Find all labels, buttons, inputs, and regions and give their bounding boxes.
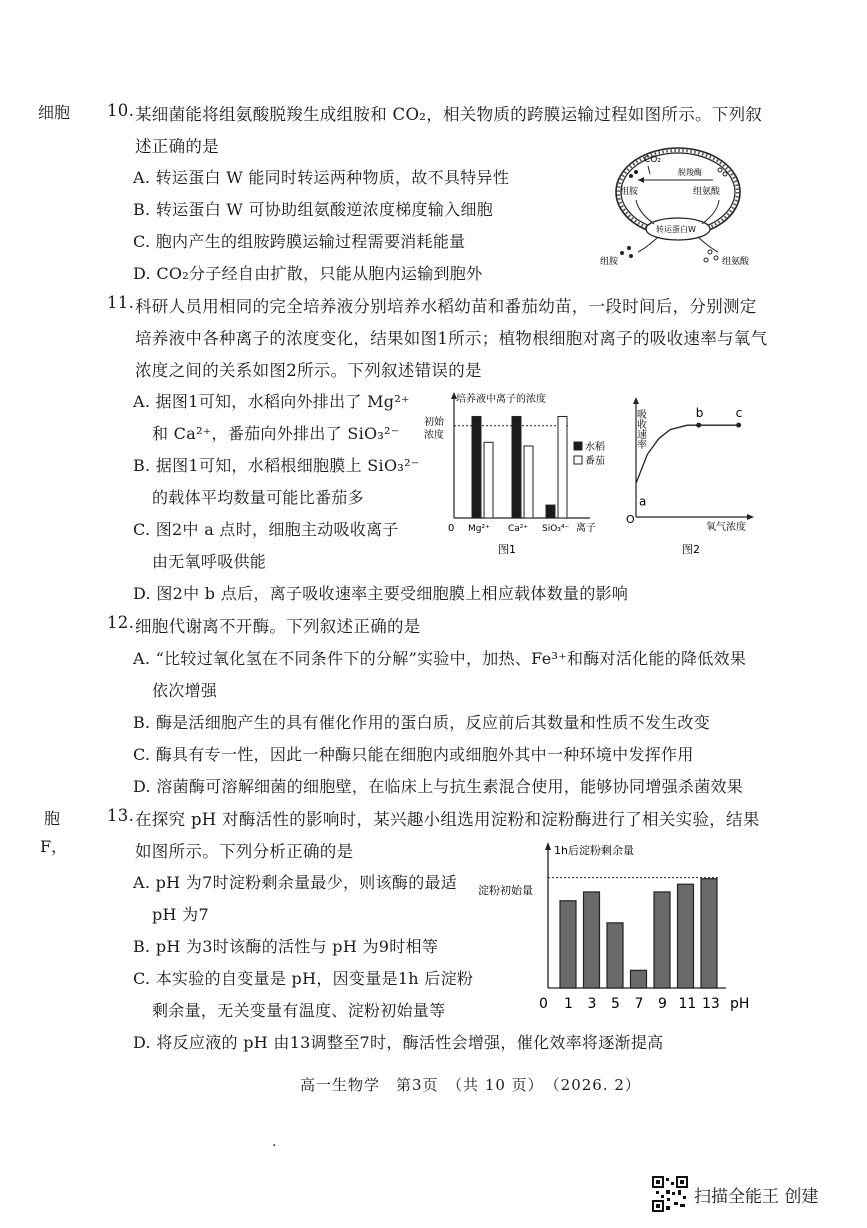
fig1-title: 图1 xyxy=(498,543,516,556)
q12-option-a-line2: 依次增强 xyxy=(152,681,218,700)
q12-option-c: C. 酶具有专一性，因此一种酶只能在细胞内或细胞外其中一种环境中发挥作用 xyxy=(133,745,694,764)
q13-option-c-line1: C. 本实验的自变量是 pH，因变量是1h 后淀粉 xyxy=(133,969,474,988)
fig1-legend-swatch-rice xyxy=(574,442,582,450)
fig2-point-b xyxy=(696,423,701,428)
q10-option-c: C. 胞内产生的组胺跨膜运输过程需要消耗能量 xyxy=(133,232,466,251)
fig3-ref-label: 淀粉初始量 xyxy=(478,884,533,897)
fig2-point-label-b: b xyxy=(695,406,704,421)
scanner-watermark: 扫描全能王 创建 xyxy=(694,1187,819,1207)
q10-stem-line1: 某细菌能将组氨酸脱羧生成组胺和 CO₂，相关物质的跨膜运输过程如图所示。下列叙 xyxy=(135,105,763,124)
figure-2-chart xyxy=(622,395,772,560)
q10-option-d: D. CO₂分子经自由扩散，只能从胞内运输到胞外 xyxy=(133,264,483,283)
fig1-bar-rice-2 xyxy=(546,505,555,518)
q10-number: 10. xyxy=(107,101,135,120)
q12-option-a-line1: A. “比较过氧化氢在不同条件下的分解”实验中，加热、Fe³⁺和酶对活化能的降低效果 xyxy=(133,649,747,668)
fig3-tick-label: 1 xyxy=(564,996,573,1012)
q11-option-c-line1: C. 图2中 a 点时，细胞主动吸收离子 xyxy=(133,520,399,539)
fig3-tick-label: 7 xyxy=(634,996,644,1012)
histamine-in-label: 组胺 xyxy=(620,187,639,197)
fig2-point-label-c: c xyxy=(735,406,743,421)
fig3-bar-ph-5 xyxy=(607,923,623,988)
fig3-ylabel: 1h后淀粉剩余量 xyxy=(554,844,634,857)
q11-option-b-line2: 的载体平均数量可能比番茄多 xyxy=(152,488,364,507)
fig3-bar-ph-3 xyxy=(584,892,600,988)
histidine-in-label: 组氨酸 xyxy=(693,187,721,197)
figure-1-chart xyxy=(420,390,620,560)
fig1-bar-tomato-1 xyxy=(524,446,533,518)
fig3-bar-ph-13 xyxy=(701,879,717,988)
fig1-xlabel: 离子 xyxy=(576,523,596,534)
q11-option-a-line1: A. 据图1可知，水稻向外排出了 Mg²⁺ xyxy=(133,392,410,411)
q12-number: 12. xyxy=(107,613,135,632)
fig1-bar-tomato-0 xyxy=(484,442,493,518)
q13-option-a-line2: pH 为7 xyxy=(152,905,209,924)
fig1-initial-label-2: 浓度 xyxy=(424,430,444,441)
margin-note-2: 胞 xyxy=(44,809,61,828)
fig1-bar-tomato-2 xyxy=(558,416,567,518)
page-footer: 高一生物学 第3页 （共 10 页） （2026. 2） xyxy=(300,1076,641,1094)
q10-option-b: B. 转运蛋白 W 可协助组氨酸逆浓度梯度输入细胞 xyxy=(133,200,494,219)
q13-stem-line2: 如图所示。下列分析正确的是 xyxy=(135,842,354,861)
fig1-tick-label: Ca²⁺ xyxy=(508,524,529,534)
fig3-origin: 0 xyxy=(539,996,548,1012)
transporter-label: 转运蛋白W xyxy=(656,225,696,234)
q12-stem: 细胞代谢离不开酶。下列叙述正确的是 xyxy=(135,617,421,636)
fig3-bar-ph-1 xyxy=(560,901,576,988)
q12-option-d: D. 溶菌酶可溶解细菌的细胞壁，在临床上与抗生素混合使用，能够协同增强杀菌效果 xyxy=(133,777,744,796)
fig3-tick-label: 9 xyxy=(658,996,667,1012)
fig1-bar-rice-0 xyxy=(472,416,481,518)
fig2-curve xyxy=(636,425,739,483)
q13-stem-line1: 在探究 pH 对酶活性的影响时，某兴趣小组选用淀粉和淀粉酶进行了相关实验，结果 xyxy=(135,810,760,829)
fig2-origin: O xyxy=(626,513,635,526)
q11-option-a-line2: 和 Ca²⁺，番茄向外排出了 SiO₃²⁻ xyxy=(152,424,400,443)
fig2-point-label-a: a xyxy=(639,494,647,509)
q13-option-b: B. pH 为3时该酶的活性与 pH 为9时相等 xyxy=(133,937,439,956)
fig1-legend-tomato: 番茄 xyxy=(585,456,605,467)
q11-option-b-line1: B. 据图1可知，水稻根细胞膜上 SiO₃²⁻ xyxy=(133,456,420,475)
q11-number: 11. xyxy=(107,293,135,312)
histamine-out-label: 组胺 xyxy=(600,257,619,267)
margin-note-1: 细胞 xyxy=(38,103,71,122)
q12-option-b: B. 酶是活细胞产生的具有催化作用的蛋白质，反应前后其数量和性质不发生改变 xyxy=(133,713,711,732)
ph-starch-chart xyxy=(476,840,756,1020)
q13-option-c-line2: 剩余量，无关变量有温度、淀粉初始量等 xyxy=(152,1001,446,1020)
q11-option-d: D. 图2中 b 点后，离子吸收速率主要受细胞膜上相应载体数量的影响 xyxy=(133,584,629,603)
q11-option-c-line2: 由无氧呼吸供能 xyxy=(152,552,267,571)
qr-code-icon xyxy=(652,1176,688,1212)
q11-stem-line1: 科研人员用相同的完全培养液分别培养水稻幼苗和番茄幼苗，一段时间后，分别测定 xyxy=(135,297,757,316)
margin-note-3: F， xyxy=(40,837,68,856)
fig3-bar-ph-7 xyxy=(631,970,647,988)
fig1-legend-rice: 水稻 xyxy=(585,442,605,453)
fig3-bar-ph-11 xyxy=(678,884,694,988)
q11-stem-line2: 培养液中各种离子的浓度变化，结果如图1所示；植物根细胞对离子的吸收速率与氧气 xyxy=(135,329,768,348)
q10-stem-line2: 述正确的是 xyxy=(135,137,219,156)
q13-number: 13. xyxy=(107,806,135,825)
fig3-tick-label: 5 xyxy=(611,996,620,1012)
fig1-tick-label: Mg²⁺ xyxy=(468,524,490,534)
fig2-title: 图2 xyxy=(682,543,700,556)
q10-option-a: A. 转运蛋白 W 能同时转运两种物质，故不具特异性 xyxy=(133,168,510,187)
fig1-initial-label-1: 初始 xyxy=(424,417,444,428)
fig3-bar-ph-9 xyxy=(654,892,670,988)
fig3-tick-label: 13 xyxy=(702,996,720,1012)
fig1-legend-swatch-tomato xyxy=(574,456,582,464)
fig3-tick-label: 11 xyxy=(678,996,697,1012)
decarb-label: 脱羧酶 xyxy=(678,168,702,177)
co2-label: CO₂ xyxy=(644,155,661,165)
fig2-point-c xyxy=(736,423,741,428)
stray-dot: · xyxy=(272,1138,277,1154)
fig1-origin: 0 xyxy=(448,523,455,534)
fig2-ylabel: 吸收速率 xyxy=(634,409,646,449)
q11-stem-line3: 浓度之间的关系如图2所示。下列叙述错误的是 xyxy=(135,361,482,380)
fig3-xlabel: pH xyxy=(730,996,750,1012)
q10-cell-diagram xyxy=(598,140,763,275)
q13-option-a-line1: A. pH 为7时淀粉剩余量最少，则该酶的最适 xyxy=(133,873,458,892)
fig3-tick-label: 3 xyxy=(587,996,597,1012)
fig2-xlabel: 氧气浓度 xyxy=(706,522,746,533)
q13-option-d: D. 将反应液的 pH 由13调整至7时，酶活性会增强，催化效率将逐渐提高 xyxy=(133,1033,664,1052)
fig1-tick-label: SiO₃⁴⁻ xyxy=(542,524,570,534)
fig1-ylabel: 培养液中离子的浓度 xyxy=(456,394,546,405)
fig1-bar-rice-1 xyxy=(512,416,521,518)
histidine-out-label: 组氨酸 xyxy=(722,257,750,267)
